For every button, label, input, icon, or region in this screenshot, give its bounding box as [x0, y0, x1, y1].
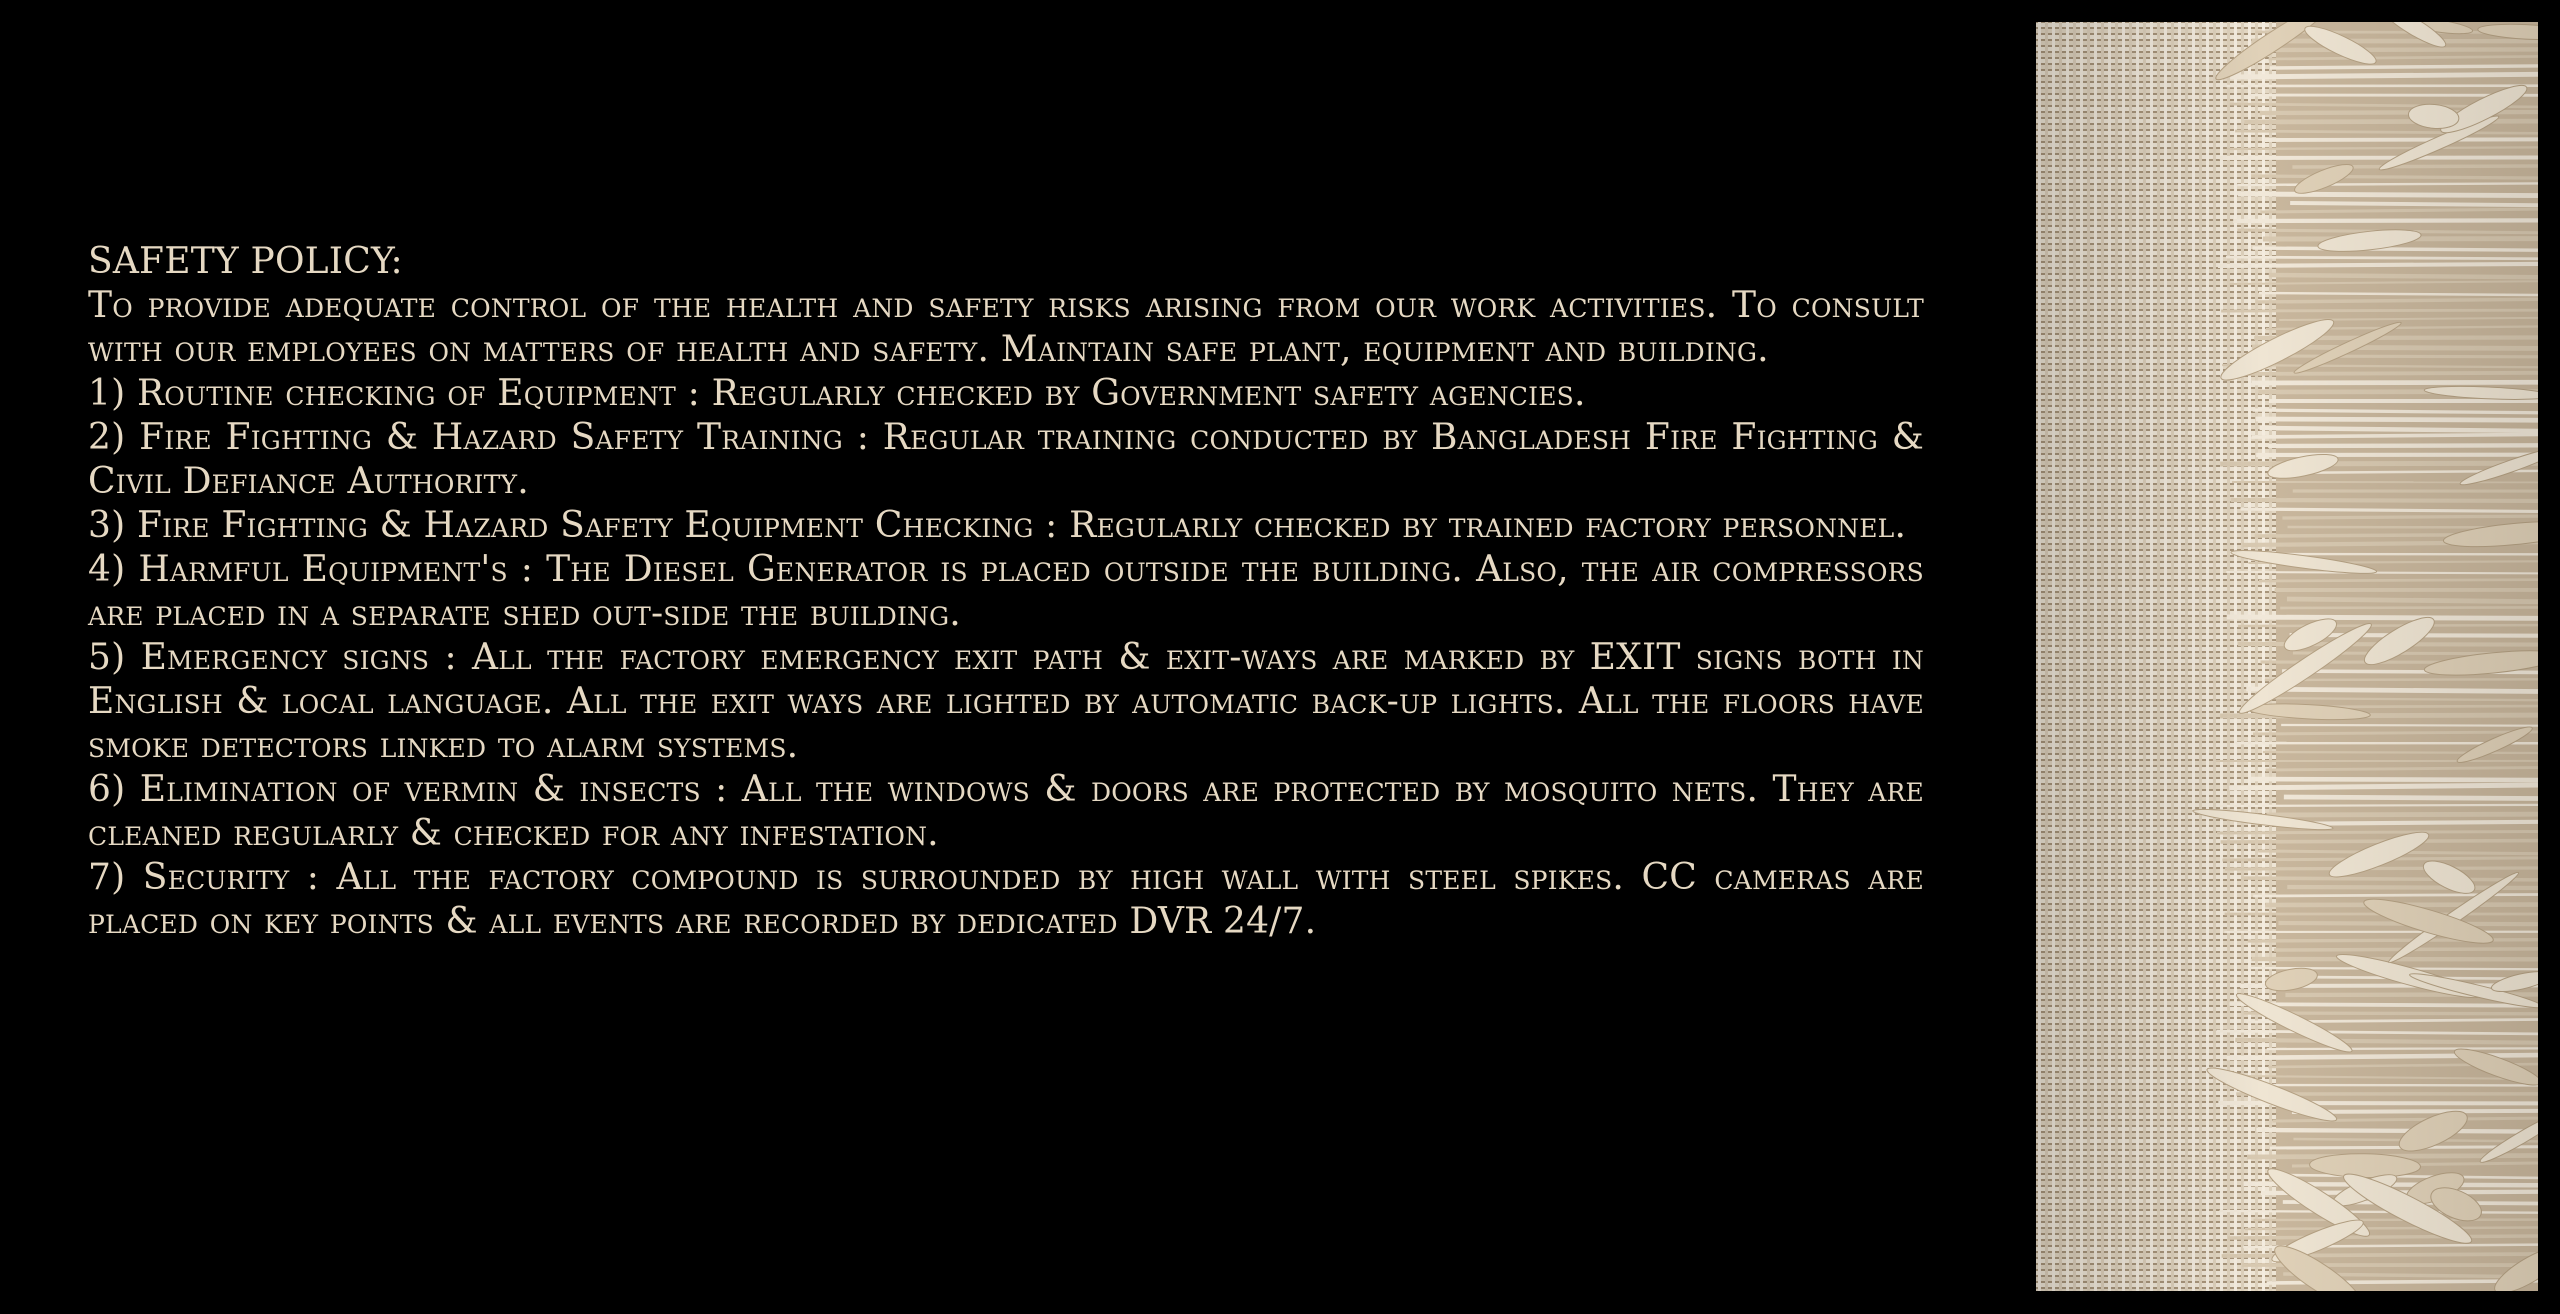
- policy-item-4: 4) Harmful Equipment's : The Diesel Generator is placed outside the building. Also, the air compressors are placed in a separate shed out-side the building.: [88, 549, 1924, 634]
- policy-item-5: 5) Emergency signs : All the factory emergency exit path & exit-ways are marked by EXIT signs both in English & local language. All the exit ways are lighted by automatic back-up lights. All the floors have smoke detectors linked to alarm systems.: [88, 637, 1924, 766]
- woven-fabric-image: [2036, 22, 2538, 1291]
- policy-item-2: 2) Fire Fighting & Hazard Safety Training : Regular training conducted by Bangladesh Fire Fighting & Civil Defiance Authority.: [88, 417, 1924, 502]
- policy-item-3: 3) Fire Fighting & Hazard Safety Equipment Checking : Regularly checked by trained factory personnel.: [88, 505, 1907, 546]
- policy-item-1: 1) Routine checking of Equipment : Regularly checked by Government safety agencies.: [88, 373, 1586, 414]
- policy-item-7: 7) Security : All the factory compound is surrounded by high wall with steel spikes. CC cameras are placed on key points & all events are recorded by dedicated DVR 24/7.: [88, 857, 1924, 942]
- policy-title: SAFETY POLICY:: [88, 241, 403, 282]
- safety-policy-text: [88, 240, 1924, 944]
- policy-intro: To provide adequate control of the health and safety risks arising from our work activities. To consult with our employees on matters of health and safety. Maintain safe plant, equipment and building.: [88, 285, 1924, 370]
- woven-fabric-illustration: [2036, 22, 2538, 1291]
- policy-item-6: 6) Elimination of vermin & insects : All the windows & doors are protected by mosquito nets. They are cleaned regularly & checked for any infestation.: [88, 769, 1924, 854]
